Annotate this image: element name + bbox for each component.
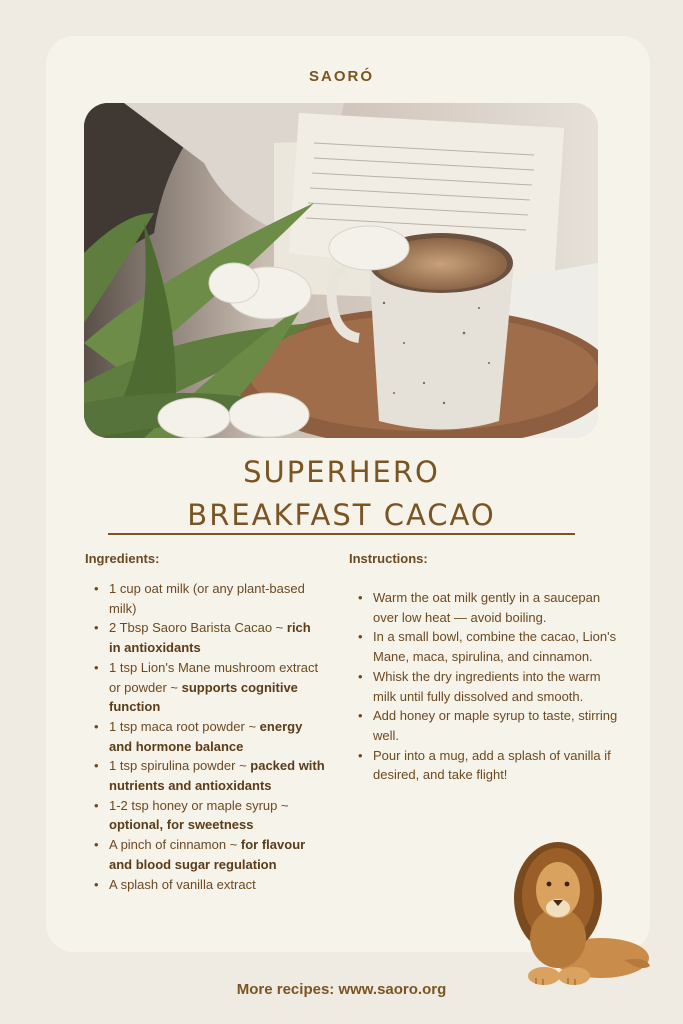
list-item: • Whisk the dry ingredients into the warm milk until fully dissolved and smooth. [349,667,621,706]
list-item: • Warm the oat milk gently in a saucepan over low heat — avoid boiling. [349,588,621,627]
list-item: • 1 tsp maca root powder ~ energy and hormone balance [85,717,325,756]
list-item: • A splash of vanilla extract [85,875,325,895]
list-item: • 1 tsp Lion's Mane mushroom extract or powder ~ supports cognitive function [85,658,325,717]
list-item: • 1 cup oat milk (or any plant-based milk) [85,579,325,618]
instructions-list [349,588,621,785]
list-item: • Add honey or maple syrup to taste, stirring well. [349,706,621,745]
list-item: • A pinch of cinnamon ~ for flavour and blood sugar regulation [85,835,325,874]
list-item: • Pour into a mug, add a splash of vanilla if desired, and take flight! [349,746,621,785]
list-item: • 2 Tbsp Saoro Barista Cacao ~ rich in antioxidants [85,618,325,657]
title-divider [108,533,575,535]
list-item: • 1-2 tsp honey or maple syrup ~ optional, for sweetness [85,796,325,835]
footer-recipes-link[interactable]: More recipes: www.saoro.org [236,981,447,998]
instructions-heading: Instructions: [349,551,428,566]
list-item: • In a small bowl, combine the cacao, Lion's Mane, maca, spirulina, and cinnamon. [349,627,621,666]
ingredients-heading: Ingredients: [85,551,160,566]
recipe-title-line-1: SUPERHERO [243,455,440,489]
brand-name: SAORÓ [308,68,374,85]
ingredients-list [85,579,325,894]
hero-photo [84,103,598,438]
recipe-title-line-2: BREAKFAST CACAO [187,498,496,532]
list-item: • 1 tsp spirulina powder ~ packed with nutrients and antioxidants [85,756,325,795]
lion-illustration [506,838,652,990]
